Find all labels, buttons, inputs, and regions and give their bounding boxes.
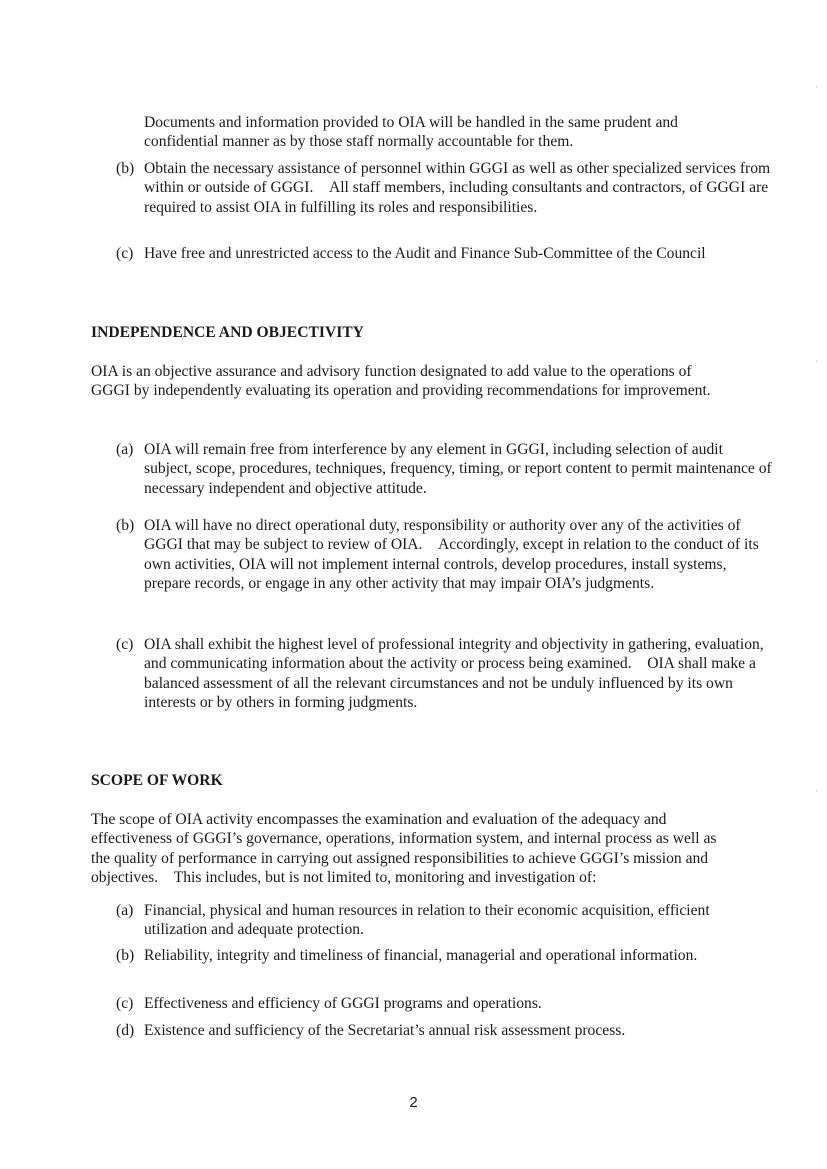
list-item-label: (c) xyxy=(116,636,134,653)
list-item-label: (b) xyxy=(116,517,135,534)
list-item-label: (b) xyxy=(116,947,135,964)
scope-intro-paragraph: The scope of OIA activity encompasses the examination and evaluation of the adequacy and effectiveness of GGGI’s governance, operations, information system, and internal process as well as the quality of performance in carrying out assigned responsibilities to achieve GGGI’s mission and objectives. This includes, but is not limited to, monitoring and investigation of: xyxy=(91,811,717,887)
list-item-label: (d) xyxy=(116,1022,135,1039)
independence-intro-paragraph: OIA is an objective assurance and advisory function designated to add value to the operations of GGGI by independently evaluating its operation and providing recommendations for improvement. xyxy=(91,363,711,400)
list-item-text: OIA shall exhibit the highest level of professional integrity and objectivity in gathering, evaluation, and communicating information about the activity or process being examined. OIA shall make a balanced assessment of all the relevant circumstances and not be unduly influenced by its own interests or by others in forming judgments. xyxy=(144,636,764,712)
list-item-label: (c) xyxy=(116,995,134,1012)
list-item xyxy=(116,994,774,1013)
list-item-label: (a) xyxy=(116,902,134,919)
list-item-text: OIA will have no direct operational duty, responsibility or authority over any of the activities of GGGI that may be subject to review of OIA. Accordingly, except in relation to the conduct of its own activities, OIA will not implement internal controls, develop procedures, install systems, prepare records, or engage in any other activity that may impair OIA’s judgments. xyxy=(144,517,759,593)
list-item xyxy=(116,635,774,713)
continuation-paragraph: Documents and information provided to OIA will be handled in the same prudent and confidential manner as by those staff normally accountable for them. xyxy=(144,114,678,151)
list-item-text: Effectiveness and efficiency of GGGI programs and operations. xyxy=(144,995,542,1012)
list-item-label: (b) xyxy=(116,160,135,177)
section-heading-scope: SCOPE OF WORK xyxy=(91,772,223,789)
scan-speck xyxy=(816,86,817,88)
list-item-label: (a) xyxy=(116,441,134,458)
list-item xyxy=(116,1021,774,1040)
list-item xyxy=(116,159,774,217)
list-item xyxy=(116,440,774,498)
list-item-label: (c) xyxy=(116,245,134,262)
list-item-text: Obtain the necessary assistance of personnel within GGGI as well as other specialized services from within or outside of GGGI. All staff members, including consultants and contractors, of GGGI are required to assist OIA in fulfilling its roles and responsibilities. xyxy=(144,160,771,216)
scan-speck xyxy=(816,790,817,792)
page-number: 2 xyxy=(409,1094,418,1111)
list-item-text: OIA will remain free from interference by any element in GGGI, including selection of audit subject, scope, procedures, techniques, frequency, timing, or report content to permit maintenance of necessary independent and objective attitude. xyxy=(144,441,772,497)
list-item xyxy=(116,244,774,263)
list-item xyxy=(116,516,774,594)
list-item xyxy=(116,946,774,965)
list-item xyxy=(116,901,774,940)
section-heading-independence: INDEPENDENCE AND OBJECTIVITY xyxy=(91,324,364,341)
list-item-text: Reliability, integrity and timeliness of financial, managerial and operational information. xyxy=(144,947,698,964)
list-item-text: Financial, physical and human resources in relation to their economic acquisition, efficient utilization and adequate protection. xyxy=(144,902,710,939)
list-item-text: Existence and sufficiency of the Secretariat’s annual risk assessment process. xyxy=(144,1022,626,1039)
list-item-text: Have free and unrestricted access to the Audit and Finance Sub-Committee of the Council xyxy=(144,245,706,262)
scan-speck xyxy=(816,360,817,362)
